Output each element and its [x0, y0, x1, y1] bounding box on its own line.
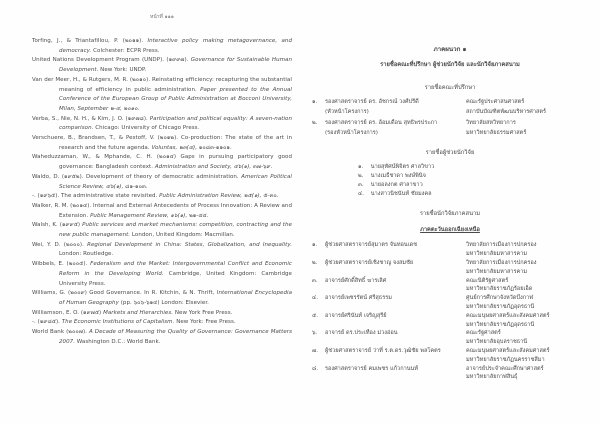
text-line: มหาวิทยาลัยราชภัฏอุดรธานี [466, 303, 535, 310]
plain-text: Chicago: University of Chicago Press. [93, 125, 200, 132]
plain-text: New York Free Press. [173, 309, 233, 316]
reference-entry [32, 76, 292, 115]
italic-text: International Encyclopedia of Human Geography [59, 290, 292, 306]
plain-text: Williams, G. (๒๐๐๙) Good Governance. In R. Kitchin, & N. Thrift, [32, 290, 217, 297]
plain-text: Walsh, K. (๑๙๙๕) [32, 222, 83, 229]
reference-entry [32, 260, 292, 289]
assistant-name: นางเมธีชาดา พงษ์พินิจ [370, 173, 426, 180]
reference-entry [32, 37, 292, 56]
text-line: มหาวิทยาลัยอุบลราชธานี [466, 339, 528, 346]
reference-entry [32, 173, 292, 192]
assistant-name: นายอลงกต ศาลาขาว [370, 182, 423, 189]
advisor-name-role [325, 98, 466, 117]
plain-text: Cambridge, United Kingdom: Cambridge University Press. [59, 270, 292, 287]
reference-entry [32, 192, 292, 202]
advisors-heading: รายชื่อคณะที่ปรึกษา [424, 85, 476, 91]
plain-text: Verba, S., Nie, N. H., & Kim, J. O. (๑๙๗๘). [32, 115, 150, 122]
row-number: ๓. [312, 277, 318, 284]
appendix-title: ภาคผนวก ๑ [433, 46, 467, 53]
plain-text: (pp. ๖๐๖-๖๑๔) London: Elsevier. [118, 299, 209, 306]
plain-text: -. (๑๙๖๕). The administrative state revisited. [32, 193, 160, 200]
researcher-name [325, 365, 466, 383]
italic-text: A Decade of Measuring the Quality of Governance: Governance Matters 2007. [59, 329, 292, 345]
item-number: ๔. [358, 191, 365, 198]
italic-text: Governance for Sustainable Human Development. [59, 57, 292, 74]
text-line: อาจารย์ศรินันท์ เจริญสุรีย์ [325, 312, 387, 319]
text-line: คณะรัฐศาสตร์ [466, 330, 501, 337]
advisor-row [312, 119, 588, 138]
text-line: มหาวิทยาลัยมหาสารคาม [466, 251, 528, 258]
page-header: หน้าที่ ๑๑๑ [150, 14, 174, 20]
text-line: มหาวิทยาลัยราชภัฏนครราชสีมา [466, 356, 545, 363]
text-line: ผู้ช่วยศาสตราจารย์สุมาตร จันทอนเดช [325, 242, 418, 249]
row-number: ๘. [312, 365, 319, 372]
text-line: วิทยาลัยการเมืองการปกครอง [466, 259, 537, 266]
plain-text: Walker, R. M. (๒๐๑๔). Internal and External Antecedents of Process Innovation: A Review and Extension. [32, 202, 293, 219]
row-number: ๑. [312, 99, 318, 105]
appendix-page [312, 44, 588, 382]
text-line: มหาวิทยาลัยราชภัฏอุดรธานี [466, 321, 535, 328]
text-line: ศูนย์การศึกษาจังหวัดบึงกาฬ [466, 295, 534, 302]
text-line: วิทยาลัยสหวิทยาการ [466, 120, 516, 127]
text-line: ผู้ช่วยศาสตราจารย์เชิงชาญ จงสมชัย [325, 259, 414, 266]
researcher-affiliation [466, 277, 588, 295]
researcher-row [312, 294, 588, 312]
text-line: วิทยาลัยการเมืองการปกครอง [466, 242, 537, 249]
row-number: ๕. [312, 312, 319, 319]
field-researchers-list [312, 241, 588, 382]
appendix-subtitle: รายชื่อคณะที่ปรึกษา ผู้ช่วยนักวิจัย และนักวิจัยภาคสนาม [380, 62, 520, 68]
text-line: คณะนิติรัฐศาสตร์ [466, 277, 509, 284]
reference-entry [32, 221, 292, 240]
plain-text: Wibbels, E. (๒๐๐๕). [32, 261, 91, 268]
plain-text: Colchester: ECPR Press. [91, 47, 160, 54]
text-line: คณะมนุษยศาสตร์และสังคมศาสตร์ [466, 312, 550, 319]
text-line: สถาบันบัณฑิตพัฒนบริหารศาสตร์ [466, 108, 547, 115]
text-line: อาจารย์ ดร.ประเทือง ม่วงอ่อน [325, 330, 398, 337]
text-line: คณะรัฐประศาสนศาสตร์ [466, 99, 525, 105]
italic-text: Paper presented to the Annual Conference of the European Group of Public Administration at Bocconi University, Milan, September ๒-๔, ๒๐๑๐. [59, 86, 292, 112]
plain-text: Torfing, J., & Triantafillou, P. (๒๐๑๑). [32, 38, 148, 44]
reference-entry [32, 153, 292, 172]
reference-entry [32, 202, 292, 221]
reference-entry [32, 309, 292, 319]
item-number: ๓. [358, 182, 364, 189]
advisor-row [312, 98, 588, 117]
reference-entry [32, 289, 292, 308]
assistant-name: นายสุทัศน์พิจิตร ศาลวิขาว [370, 164, 435, 171]
text-line: มหาวิทยาลัยราชภัฏร้อยเอ็ด [466, 286, 533, 293]
italic-text: Voluntas, ๒๓(๔), [151, 144, 198, 151]
row-number: ๒. [312, 259, 318, 266]
plain-text: New York: UNDP. [98, 67, 147, 74]
assistant-name: นางสาวนิชนันท์ ชัยมงคล [370, 191, 432, 198]
text-line: อาจารย์ประจำคณะศึกษาศาสตร์ [466, 365, 544, 372]
researcher-name [325, 241, 466, 259]
item-number: ๒. [358, 173, 364, 180]
reference-entry [32, 241, 292, 260]
references-page [32, 13, 292, 348]
assistants-heading: รายชื่อผู้ช่วยนักวิจัย [425, 150, 475, 157]
plain-text: ๒๑-๔๔. [187, 212, 209, 219]
text-line: (หัวหน้าโครงการ) [325, 108, 369, 115]
text-line: มหาวิทยาลัยมหาสารคาม [466, 268, 528, 275]
plain-text: ๕-๓๐. [261, 193, 279, 200]
researcher-affiliation [466, 329, 588, 347]
researcher-row [312, 329, 588, 347]
assistant-item [358, 163, 588, 172]
text-line: มหาวิทยาลัยกาฬสินธุ์ [466, 374, 518, 381]
advisors-list [312, 98, 588, 138]
researcher-name [325, 259, 466, 277]
row-number: ๖. [312, 330, 318, 337]
researcher-row [312, 259, 588, 277]
assistants-list [358, 163, 588, 199]
italic-text: Administration and Society, ๔๖(๑), [154, 164, 252, 171]
researcher-row [312, 241, 588, 259]
text-line: อาจารย์ศักดิ์สิทธิ์ ฆารเลิศ [325, 277, 387, 284]
plain-text: United Nations Development Program (UNDP). (๑๙๙๗). [32, 57, 191, 64]
researcher-affiliation [466, 365, 588, 383]
plain-text: London, United Kingdom: Macmillan. [130, 232, 235, 239]
assistant-item [358, 190, 588, 199]
italic-text: Federalism and the Market: Intergovernmental Conflict and Economic Reform in the Developing World. [59, 261, 292, 277]
text-line: อาจารย์เพชรรัตน์ ศรีสุธรรม [325, 295, 392, 302]
italic-text: The Economic Institutions of Capitalism. [61, 319, 175, 326]
researcher-affiliation [466, 312, 588, 330]
advisor-affiliation [466, 98, 588, 117]
item-number: ๑. [358, 164, 364, 171]
plain-text: ๑๐๘๓-๑๑๐๑. [197, 144, 232, 151]
text-line: รองศาสตราจารย์ ดร. อ้อมเดือน สุทธิพรประภา [325, 120, 438, 127]
text-line: รองศาสตราจารย์ ดร. อัชกรณ์ วงศ์ปรีดี [325, 99, 419, 105]
plain-text: -. (๑๙๘๕). [32, 319, 62, 326]
plain-text: Williamson, E. O. (๑๙๗๕) [32, 309, 104, 316]
researcher-name [325, 347, 466, 365]
reference-entry [32, 328, 292, 347]
field-researchers-heading: รายชื่อนักวิจัยภาคสนาม [419, 211, 481, 218]
row-number: ๔. [312, 295, 319, 302]
references-list [32, 37, 292, 348]
italic-text: Interactive policy making metagovernance, and democracy. [59, 38, 292, 54]
italic-text: American Political Science Review, ๔๖(๑), [59, 173, 292, 190]
researcher-row [312, 347, 588, 365]
plain-text: World Bank (๒๐๐๗). [32, 329, 89, 336]
plain-text: Washington D.C.: World Bank. [75, 338, 161, 345]
plain-text: Wei, Y. D. (๒๐๐๐). [32, 241, 88, 248]
plain-text: Waldo, D. (๑๙๕๒). Development of theory of democratic administration. [32, 173, 242, 180]
row-number: ๒. [312, 120, 318, 127]
reference-entry [32, 56, 292, 75]
reference-entry [32, 134, 292, 153]
researcher-name [325, 277, 466, 295]
researcher-affiliation [466, 259, 588, 277]
plain-text: Waheduzzaman, W., & Mphande, C. H. (๒๐๑๔) Gaps in pursuing participatory good governance: Bangladesh context. [32, 154, 292, 171]
italic-text: Regional Development in China: States, Globalization, and Inequality. [87, 241, 293, 248]
text-line: ผู้ช่วยศาสตราจารย์ ว่าที่ ร.ต.ดร.วุฒิชัย พลโคตร [325, 347, 441, 354]
researcher-name [325, 329, 466, 347]
assistant-item [358, 181, 588, 190]
plain-text: Verschuere, B., Brandsen, T., & Pestoff, V. (๒๐๑๒). Co-production: The state of the art in research and the future agenda. [32, 135, 292, 151]
italic-text: Public Management Review, ๑๖(๑), [90, 212, 188, 219]
plain-text: Van der Meer, H., & Rutgers, M. R. (๒๐๑๐). Reinstating efficiency: recapturing the substantial meaning of efficiency in public administration. [32, 76, 292, 93]
row-number: ๗. [312, 347, 318, 354]
italic-text: Public Administration Review, ๒๕(๑), [159, 193, 262, 200]
assistant-item [358, 172, 588, 181]
researcher-row [312, 277, 588, 295]
text-line: (รองหัวหน้าโครงการ) [325, 129, 378, 136]
italic-text: Public services and market mechanisms: competition, contracting and the new public management. [59, 222, 292, 239]
reference-entry [32, 115, 292, 134]
reference-entry [32, 318, 292, 328]
row-number: ๑. [312, 242, 318, 249]
italic-text: Participation and political equality: A seven-nation comparison. [59, 115, 292, 132]
plain-text: New York: Free Press. [174, 319, 236, 326]
text-line: มหาวิทยาลัยธรรมศาสตร์ [466, 129, 527, 136]
researcher-affiliation [466, 347, 588, 365]
text-line: รองศาสตราจารย์ คมเพชร แก้วกานนท์ [325, 365, 419, 372]
researcher-row [312, 365, 588, 383]
italic-text: Markets and Hierarchies. [103, 309, 174, 316]
researcher-row [312, 312, 588, 330]
researcher-name [325, 312, 466, 330]
text-line: คณะมนุษยศาสตร์และสังคมศาสตร์ [466, 347, 550, 354]
researcher-name [325, 294, 466, 312]
researcher-affiliation [466, 294, 588, 312]
plain-text: London: Routledge. [59, 251, 114, 258]
advisor-affiliation [466, 119, 588, 138]
researcher-affiliation [466, 241, 588, 259]
region-heading: ภาคตะวันออกเฉียงเหนือ [420, 227, 480, 234]
plain-text: ๓๗-๖๙. [251, 164, 273, 171]
advisor-name-role [325, 119, 466, 138]
plain-text: ๘๑-๑๐๓. [123, 183, 148, 190]
